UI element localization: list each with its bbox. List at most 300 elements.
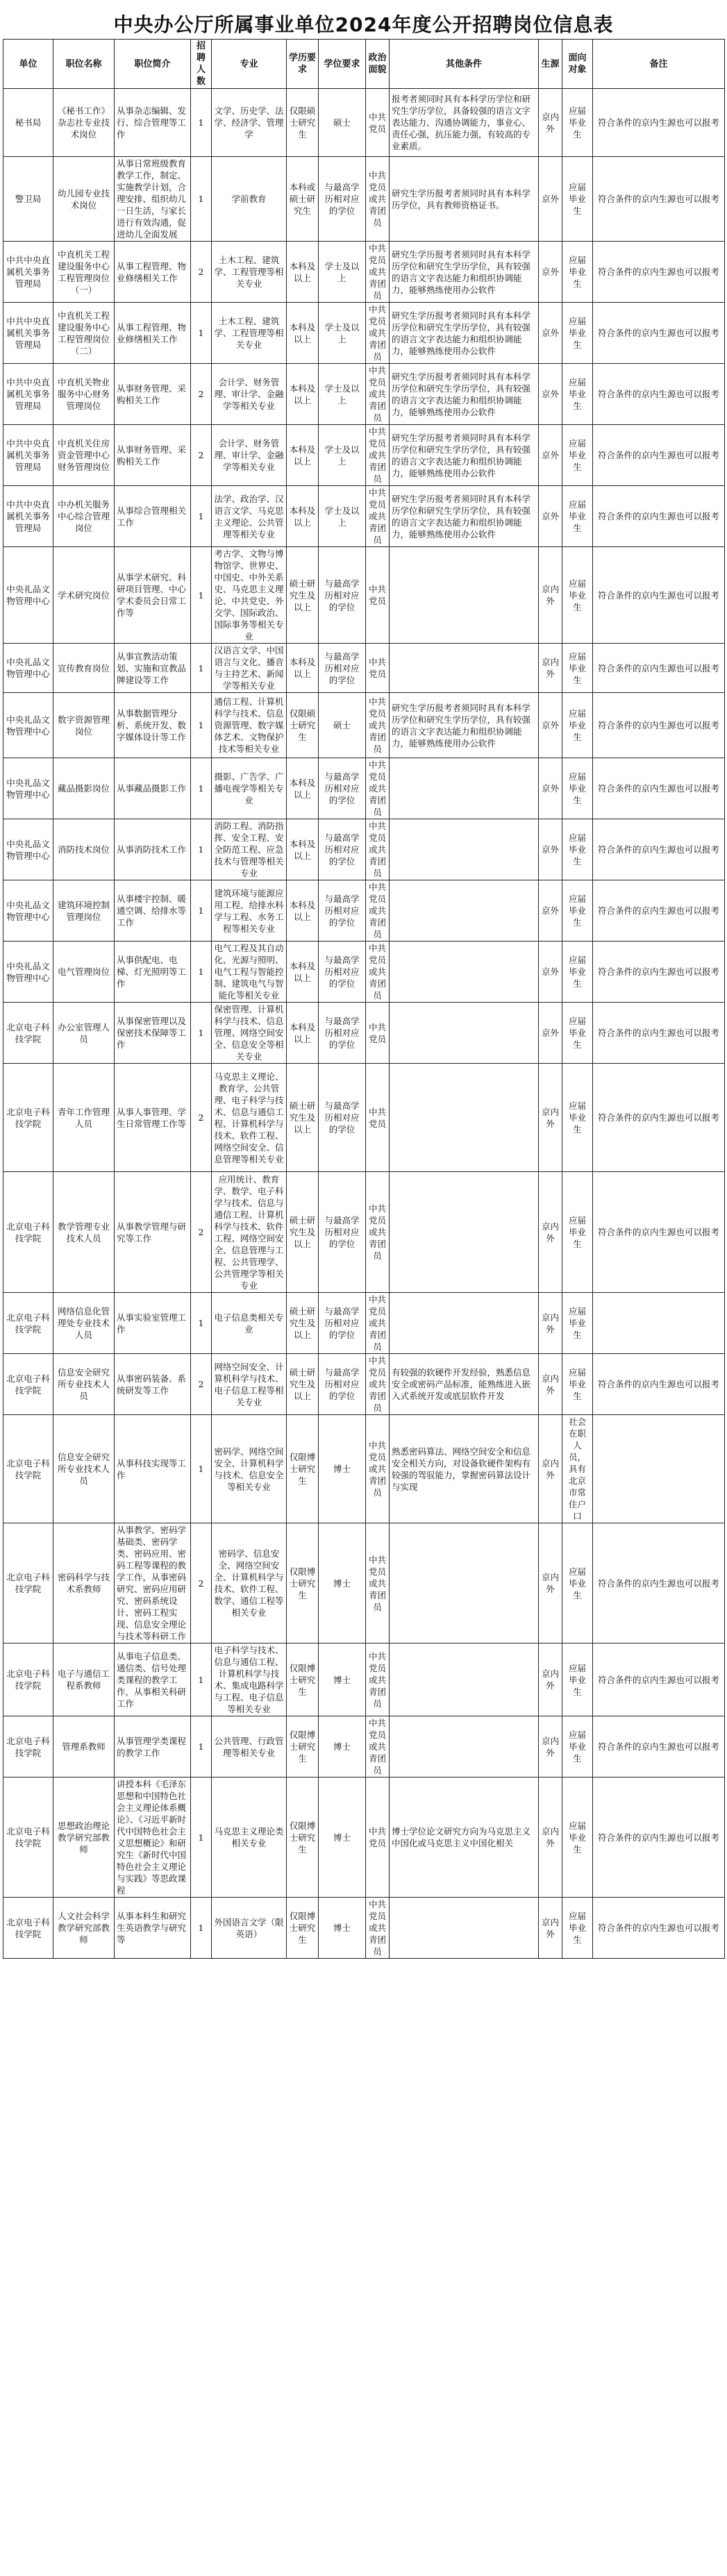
political-status-cell: 中共党员 <box>366 1003 390 1064</box>
headcount-cell: 1 <box>191 89 212 157</box>
other-conditions-cell: 研究生学历报考者须同时具有本科学历学位和研究生学历学位，具有较强的语言文字表达能力和组织协调能力，能够熟练使用办公软件 <box>390 242 539 303</box>
education-cell: 本科及以上 <box>287 880 319 942</box>
position-name-cell: 电子与通信工程系教师 <box>53 1644 115 1716</box>
source-cell: 京外 <box>539 157 562 242</box>
source-cell: 京外 <box>539 303 562 364</box>
source-cell: 京内外 <box>539 1898 562 1959</box>
position-name-cell: 中直机关住房资金管理中心财务管理岗位 <box>53 425 115 486</box>
table-row <box>3 364 725 425</box>
table-row <box>3 547 725 644</box>
political-status-cell: 中共党员 <box>366 547 390 644</box>
political-status-cell: 中共党员或共青团员 <box>366 693 390 758</box>
position-name-cell: 学术研究岗位 <box>53 547 115 644</box>
major-cell: 会计学、财务管理、审计学、金融学等相关专业 <box>212 364 287 425</box>
position-name-cell: 消防技术岗位 <box>53 819 115 880</box>
position-name-cell: 数字资源管理岗位 <box>53 693 115 758</box>
degree-cell: 博士 <box>319 1778 366 1898</box>
header-row <box>3 40 725 89</box>
political-status-cell: 中共党员或共青团员 <box>366 1415 390 1523</box>
position-intro-cell: 从事管理学类课程的教学工作 <box>115 1716 191 1778</box>
note-cell: 符合条件的京内生源也可以报考 <box>593 1644 725 1716</box>
table-row <box>3 1354 725 1415</box>
target-group-cell: 社会在职人员，具有北京市常住户口 <box>562 1415 593 1523</box>
header-cell: 其他条件 <box>390 40 539 89</box>
headcount-cell: 2 <box>191 1064 212 1172</box>
education-cell: 硕士研究生及以上 <box>287 1293 319 1354</box>
major-cell: 公共管理、行政管理等相关专业 <box>212 1716 287 1778</box>
source-cell: 京外 <box>539 1003 562 1064</box>
major-cell: 通信工程、计算机科学与技术、信息资源管理、数字媒体艺术、文物保护技术等相关专业 <box>212 693 287 758</box>
education-cell: 本科及以上 <box>287 942 319 1003</box>
degree-cell: 与最高学历相对应的学位 <box>319 1172 366 1293</box>
target-group-cell: 应届毕业生 <box>562 1172 593 1293</box>
political-status-cell: 中共党员或共青团员 <box>366 1898 390 1959</box>
table-row <box>3 157 725 242</box>
unit-cell: 北京电子科技学院 <box>3 1003 53 1064</box>
table-row <box>3 1293 725 1354</box>
degree-cell: 硕士 <box>319 89 366 157</box>
degree-cell: 博士 <box>319 1898 366 1959</box>
education-cell: 仅限博士研究生 <box>287 1644 319 1716</box>
major-cell: 土木工程、建筑学、工程管理等相关专业 <box>212 303 287 364</box>
table-row <box>3 1523 725 1644</box>
headcount-cell: 1 <box>191 1415 212 1523</box>
source-cell: 京外 <box>539 364 562 425</box>
unit-cell: 中央礼品文物管理中心 <box>3 547 53 644</box>
education-cell: 仅限硕士研究生 <box>287 89 319 157</box>
target-group-cell: 应届毕业生 <box>562 89 593 157</box>
target-group-cell: 应届毕业生 <box>562 880 593 942</box>
target-group-cell: 应届毕业生 <box>562 758 593 819</box>
target-group-cell: 应届毕业生 <box>562 819 593 880</box>
table-row <box>3 425 725 486</box>
position-intro-cell: 从事工程管理、物业修缮相关工作 <box>115 303 191 364</box>
source-cell: 京内外 <box>539 1354 562 1415</box>
political-status-cell: 中共党员或共青团员 <box>366 303 390 364</box>
header-cell: 职位名称 <box>53 40 115 89</box>
other-conditions-cell <box>390 819 539 880</box>
table-row <box>3 1778 725 1898</box>
major-cell: 文学、历史学、法学、经济学、管理学 <box>212 89 287 157</box>
table-row <box>3 942 725 1003</box>
table-row <box>3 693 725 758</box>
document-title: 中央办公厅所属事业单位2024年度公开招聘岗位信息表 <box>113 13 614 36</box>
unit-cell: 中共中央直属机关事务管理局 <box>3 242 53 303</box>
major-cell: 建筑环境与能源应用工程、给排水科学与工程、水务工程等相关专业 <box>212 880 287 942</box>
source-cell: 京外 <box>539 880 562 942</box>
other-conditions-cell <box>390 1293 539 1354</box>
position-intro-cell: 从事消防技术工作 <box>115 819 191 880</box>
source-cell: 京内外 <box>539 547 562 644</box>
degree-cell: 学士及以上 <box>319 364 366 425</box>
education-cell: 仅限博士研究生 <box>287 1898 319 1959</box>
position-intro-cell: 从事电子信息类、通信类、信号处理类课程的教学工作，从事相关科研工作 <box>115 1644 191 1716</box>
position-intro-cell: 从事日常班级教育教学工作，制定、实施教学计划，合理安排、组织幼儿一日生活，与家长进行有效沟通，促进幼儿全面发展 <box>115 157 191 242</box>
target-group-cell: 应届毕业生 <box>562 1354 593 1415</box>
source-cell: 京外 <box>539 942 562 1003</box>
unit-cell: 北京电子科技学院 <box>3 1354 53 1415</box>
headcount-cell: 1 <box>191 758 212 819</box>
source-cell: 京外 <box>539 486 562 547</box>
source-cell: 京内外 <box>539 1523 562 1644</box>
position-intro-cell: 从事数据管理分析、系统开发、数字媒体设计等工作 <box>115 693 191 758</box>
headcount-cell: 1 <box>191 1898 212 1959</box>
other-conditions-cell: 研究生学历报考者须同时具有本科学历学位和研究生学历学位，具有较强的语言文字表达能力和组织协调能力，能够熟练使用办公软件 <box>390 486 539 547</box>
source-cell: 京内外 <box>539 1415 562 1523</box>
table-row <box>3 242 725 303</box>
political-status-cell: 中共党员或共青团员 <box>366 819 390 880</box>
political-status-cell: 中共党员 <box>366 644 390 693</box>
source-cell: 京内外 <box>539 89 562 157</box>
political-status-cell: 中共党员或共青团员 <box>366 364 390 425</box>
header-cell: 备注 <box>593 40 725 89</box>
headcount-cell: 2 <box>191 364 212 425</box>
political-status-cell: 中共党员或共青团员 <box>366 425 390 486</box>
major-cell: 汉语言文学、中国语言与文化、播音与主持艺术、新闻学等相关专业 <box>212 644 287 693</box>
position-intro-cell: 从事供配电、电梯、灯光照明等工作 <box>115 942 191 1003</box>
education-cell: 硕士研究生及以上 <box>287 547 319 644</box>
headcount-cell: 1 <box>191 819 212 880</box>
unit-cell: 中央礼品文物管理中心 <box>3 819 53 880</box>
header-cell: 单位 <box>3 40 53 89</box>
unit-cell: 北京电子科技学院 <box>3 1293 53 1354</box>
other-conditions-cell <box>390 758 539 819</box>
unit-cell: 中共中央直属机关事务管理局 <box>3 364 53 425</box>
major-cell: 电子信息类相关专业 <box>212 1293 287 1354</box>
position-name-cell: 中直机关工程建设服务中心工程管理岗位（一） <box>53 242 115 303</box>
degree-cell: 与最高学历相对应的学位 <box>319 880 366 942</box>
target-group-cell: 应届毕业生 <box>562 1293 593 1354</box>
headcount-cell: 2 <box>191 242 212 303</box>
degree-cell: 与最高学历相对应的学位 <box>319 942 366 1003</box>
header-cell: 职位简介 <box>115 40 191 89</box>
source-cell: 京外 <box>539 242 562 303</box>
note-cell: 符合条件的京内生源也可以报考 <box>593 486 725 547</box>
other-conditions-cell: 熟悉密码算法、网络空间安全和信息安全相关方向，对设备软硬件架构有较强的驾驭能力，掌握密码算法设计与实现 <box>390 1415 539 1523</box>
table-row <box>3 1172 725 1293</box>
political-status-cell: 中共党员或共青团员 <box>366 1293 390 1354</box>
degree-cell: 博士 <box>319 1523 366 1644</box>
position-name-cell: 信息安全研究所专业技术人员 <box>53 1354 115 1415</box>
source-cell: 京内外 <box>539 1644 562 1716</box>
position-intro-cell: 从事保密管理以及保密技术保障等工作 <box>115 1003 191 1064</box>
major-cell: 密码学、网络空间安全、计算机科学与技术、信息安全等相关专业 <box>212 1415 287 1523</box>
note-cell: 符合条件的京内生源也可以报考 <box>593 303 725 364</box>
education-cell: 硕士研究生及以上 <box>287 1172 319 1293</box>
other-conditions-cell: 报考者须同时具有本科学历学位和研究生学历学位，具备较强的语言文字表达能力、沟通协调能力，事业心、责任心强，抗压能力强，有较高的专业素质。 <box>390 89 539 157</box>
source-cell: 京外 <box>539 758 562 819</box>
education-cell: 本科或硕士研究生 <box>287 157 319 242</box>
position-intro-cell: 从事学术研究、科研项目管理、中心学术委员会日常工作等 <box>115 547 191 644</box>
note-cell: 符合条件的京内生源也可以报考 <box>593 1354 725 1415</box>
target-group-cell: 应届毕业生 <box>562 364 593 425</box>
other-conditions-cell <box>390 880 539 942</box>
degree-cell: 硕士 <box>319 693 366 758</box>
other-conditions-cell: 研究生学历报考者须同时具有本科学历学位和研究生学历学位，具有较强的语言文字表达能力和组织协调能力，能够熟练使用办公软件 <box>390 425 539 486</box>
headcount-cell: 1 <box>191 880 212 942</box>
position-intro-cell: 从事教学管理与研究等工作 <box>115 1172 191 1293</box>
table-row <box>3 1064 725 1172</box>
headcount-cell: 1 <box>191 303 212 364</box>
position-name-cell: 人文社会科学教学研究部教师 <box>53 1898 115 1959</box>
major-cell: 会计学、财务管理、审计学、金融学等相关专业 <box>212 425 287 486</box>
position-name-cell: 办公室管理人员 <box>53 1003 115 1064</box>
degree-cell: 与最高学历相对应的学位 <box>319 1293 366 1354</box>
position-name-cell: 信息安全研究所专业技术人员 <box>53 1415 115 1523</box>
position-name-cell: 中直机关工程建设服务中心工程管理岗位（二） <box>53 303 115 364</box>
unit-cell: 中央礼品文物管理中心 <box>3 758 53 819</box>
other-conditions-cell <box>390 1003 539 1064</box>
other-conditions-cell <box>390 1172 539 1293</box>
education-cell: 本科及以上 <box>287 819 319 880</box>
major-cell: 密码学、信息安全、网络空间安全、计算机科学与技术、软件工程、数学、通信工程等相关专业 <box>212 1523 287 1644</box>
position-intro-cell: 从事宣教活动策划、实施和宣教品牌建设等工作 <box>115 644 191 693</box>
headcount-cell: 2 <box>191 425 212 486</box>
target-group-cell: 应届毕业生 <box>562 942 593 1003</box>
table-row <box>3 1644 725 1716</box>
note-cell: 符合条件的京内生源也可以报考 <box>593 880 725 942</box>
education-cell: 本科及以上 <box>287 644 319 693</box>
headcount-cell: 1 <box>191 942 212 1003</box>
degree-cell: 学士及以上 <box>319 486 366 547</box>
headcount-cell: 1 <box>191 1644 212 1716</box>
position-intro-cell: 从事密码装备、系统研发等工作 <box>115 1354 191 1415</box>
table-row <box>3 880 725 942</box>
education-cell: 本科及以上 <box>287 364 319 425</box>
unit-cell: 北京电子科技学院 <box>3 1415 53 1523</box>
table-row <box>3 1716 725 1778</box>
education-cell: 本科及以上 <box>287 758 319 819</box>
table-row <box>3 758 725 819</box>
unit-cell: 中央礼品文物管理中心 <box>3 644 53 693</box>
other-conditions-cell <box>390 1716 539 1778</box>
major-cell: 外国语言文学（限英语） <box>212 1898 287 1959</box>
major-cell: 土木工程、建筑学、工程管理等相关专业 <box>212 242 287 303</box>
source-cell: 京内外 <box>539 1172 562 1293</box>
other-conditions-cell <box>390 644 539 693</box>
position-intro-cell: 从事本科生和研究生英语教学与研究等 <box>115 1898 191 1959</box>
unit-cell: 北京电子科技学院 <box>3 1644 53 1716</box>
position-intro-cell: 从事综合管理相关工作 <box>115 486 191 547</box>
degree-cell: 与最高学历相对应的学位 <box>319 157 366 242</box>
political-status-cell: 中共党员或共青团员 <box>366 157 390 242</box>
headcount-cell: 1 <box>191 157 212 242</box>
other-conditions-cell: 研究生学历报考者须同时具有本科学历学位和研究生学历学位，具有较强的语言文字表达能力和组织协调能力，能够熟练使用办公软件 <box>390 364 539 425</box>
note-cell: 符合条件的京内生源也可以报考 <box>593 819 725 880</box>
degree-cell: 博士 <box>319 1415 366 1523</box>
note-cell: 符合条件的京内生源也可以报考 <box>593 1716 725 1778</box>
note-cell: 符合条件的京内生源也可以报考 <box>593 1778 725 1898</box>
other-conditions-cell <box>390 1523 539 1644</box>
headcount-cell: 1 <box>191 1003 212 1064</box>
position-name-cell: 管理系教师 <box>53 1716 115 1778</box>
position-intro-cell: 从事财务管理、采购相关工作 <box>115 425 191 486</box>
degree-cell: 学士及以上 <box>319 425 366 486</box>
major-cell: 学前教育 <box>212 157 287 242</box>
target-group-cell: 应届毕业生 <box>562 644 593 693</box>
education-cell: 仅限博士研究生 <box>287 1415 319 1523</box>
position-intro-cell: 讲授本科《毛泽东思想和中国特色社会主义理论体系概论》、《习近平新时代中国特色社会主义思想概论》和研究生《新时代中国特色社会主义理论与实践》等思政课程 <box>115 1778 191 1898</box>
note-cell: 符合条件的京内生源也可以报考 <box>593 242 725 303</box>
other-conditions-cell <box>390 1898 539 1959</box>
headcount-cell: 1 <box>191 486 212 547</box>
other-conditions-cell: 研究生学历报考者须同时具有本科学历学位和研究生学历学位，具有较强的语言文字表达能力和组织协调能力，能够熟练使用办公软件 <box>390 693 539 758</box>
note-cell: 符合条件的京内生源也可以报考 <box>593 89 725 157</box>
major-cell: 电子科学与技术、信息与通信工程、计算机科学与技术、集成电路科学与工程、电子信息等相关专业 <box>212 1644 287 1716</box>
position-name-cell: 青年工作管理人员 <box>53 1064 115 1172</box>
source-cell: 京内外 <box>539 644 562 693</box>
headcount-cell: 1 <box>191 693 212 758</box>
education-cell: 硕士研究生及以上 <box>287 1354 319 1415</box>
position-name-cell: 思想政治理论教学研究部教师 <box>53 1778 115 1898</box>
headcount-cell: 2 <box>191 1354 212 1415</box>
political-status-cell: 中共党员或共青团员 <box>366 242 390 303</box>
target-group-cell: 应届毕业生 <box>562 157 593 242</box>
source-cell: 京外 <box>539 819 562 880</box>
major-cell: 保密管理、计算机科学与技术、信息管理、网络空间安全、信息安全等相关专业 <box>212 1003 287 1064</box>
position-name-cell: 建筑环境控制管理岗位 <box>53 880 115 942</box>
header-cell: 招聘人数 <box>191 40 212 89</box>
headcount-cell: 1 <box>191 547 212 644</box>
degree-cell: 与最高学历相对应的学位 <box>319 547 366 644</box>
header-cell: 面向对象 <box>562 40 593 89</box>
header-cell: 生源 <box>539 40 562 89</box>
target-group-cell: 应届毕业生 <box>562 1716 593 1778</box>
note-cell: 符合条件的京内生源也可以报考 <box>593 425 725 486</box>
other-conditions-cell: 有较强的软硬件开发经验，熟悉信息安全或密码产品标准，能熟练进入嵌入式系统开发或底层软件开发 <box>390 1354 539 1415</box>
unit-cell: 中共中央直属机关事务管理局 <box>3 425 53 486</box>
degree-cell: 学士及以上 <box>319 303 366 364</box>
position-name-cell: 中办机关服务中心综合管理岗位 <box>53 486 115 547</box>
note-cell <box>593 1415 725 1523</box>
major-cell: 电气工程及其自动化、光源与照明、电气工程与智能控制、建筑电气与智能化等相关专业 <box>212 942 287 1003</box>
note-cell: 符合条件的京内生源也可以报考 <box>593 1523 725 1644</box>
table-row <box>3 1898 725 1959</box>
other-conditions-cell: 研究生学历报考者须同时具有本科学历学位，具有教师资格证书。 <box>390 157 539 242</box>
position-name-cell: 《秘书工作》杂志社专业技术岗位 <box>53 89 115 157</box>
source-cell: 京内外 <box>539 1293 562 1354</box>
header-cell: 专业 <box>212 40 287 89</box>
target-group-cell: 应届毕业生 <box>562 303 593 364</box>
political-status-cell: 中共党员 <box>366 89 390 157</box>
other-conditions-cell <box>390 1064 539 1172</box>
political-status-cell: 中共党员或共青团员 <box>366 1172 390 1293</box>
degree-cell: 与最高学历相对应的学位 <box>319 1354 366 1415</box>
political-status-cell: 中共党员或共青团员 <box>366 1523 390 1644</box>
political-status-cell: 中共党员 <box>366 1778 390 1898</box>
headcount-cell: 2 <box>191 1523 212 1644</box>
note-cell: 符合条件的京内生源也可以报考 <box>593 942 725 1003</box>
degree-cell: 学士及以上 <box>319 242 366 303</box>
note-cell: 符合条件的京内生源也可以报考 <box>593 644 725 693</box>
major-cell: 网络空间安全、计算机科学与技术、电子信息工程等相关专业 <box>212 1354 287 1415</box>
table-row <box>3 486 725 547</box>
source-cell: 京外 <box>539 425 562 486</box>
position-name-cell: 藏品摄影岗位 <box>53 758 115 819</box>
major-cell: 消防工程、消防指挥、安全工程、安全防范工程、应急技术与管理等相关专业 <box>212 819 287 880</box>
major-cell: 考古学、文物与博物馆学、世界史、中国史、中外关系史、马克思主义理论、中共党史、外交学、国际政治、国际事务等相关专业 <box>212 547 287 644</box>
headcount-cell: 1 <box>191 1716 212 1778</box>
target-group-cell: 应届毕业生 <box>562 242 593 303</box>
education-cell: 本科及以上 <box>287 425 319 486</box>
target-group-cell: 应届毕业生 <box>562 486 593 547</box>
education-cell: 仅限博士研究生 <box>287 1716 319 1778</box>
table-row <box>3 1003 725 1064</box>
target-group-cell: 应届毕业生 <box>562 1523 593 1644</box>
table-row <box>3 819 725 880</box>
unit-cell: 中央礼品文物管理中心 <box>3 693 53 758</box>
target-group-cell: 应届毕业生 <box>562 1644 593 1716</box>
target-group-cell: 应届毕业生 <box>562 425 593 486</box>
position-name-cell: 电气管理岗位 <box>53 942 115 1003</box>
note-cell: 符合条件的京内生源也可以报考 <box>593 1064 725 1172</box>
degree-cell: 与最高学历相对应的学位 <box>319 644 366 693</box>
table-row <box>3 1415 725 1523</box>
target-group-cell: 应届毕业生 <box>562 693 593 758</box>
degree-cell: 博士 <box>319 1716 366 1778</box>
political-status-cell: 中共党员或共青团员 <box>366 880 390 942</box>
position-name-cell: 幼儿园专业技术岗位 <box>53 157 115 242</box>
position-name-cell: 宣传教育岗位 <box>53 644 115 693</box>
target-group-cell: 应届毕业生 <box>562 547 593 644</box>
other-conditions-cell: 博士学位论文研究方向为马克思主义中国化或马克思主义中国化相关 <box>390 1778 539 1898</box>
education-cell: 本科及以上 <box>287 1003 319 1064</box>
position-name-cell: 密码科学与技术系教师 <box>53 1523 115 1644</box>
unit-cell: 北京电子科技学院 <box>3 1778 53 1898</box>
note-cell: 符合条件的京内生源也可以报考 <box>593 1898 725 1959</box>
education-cell: 本科及以上 <box>287 303 319 364</box>
headcount-cell: 1 <box>191 1293 212 1354</box>
education-cell: 本科及以上 <box>287 486 319 547</box>
education-cell: 硕士研究生及以上 <box>287 1064 319 1172</box>
political-status-cell: 中共党员或共青团员 <box>366 1644 390 1716</box>
position-name-cell: 中直机关物业服务中心财务管理岗位 <box>53 364 115 425</box>
degree-cell: 与最高学历相对应的学位 <box>319 1064 366 1172</box>
major-cell: 法学、政治学、汉语言文学、马克思主义理论、公共管理等相关专业 <box>212 486 287 547</box>
headcount-cell: 1 <box>191 644 212 693</box>
education-cell: 本科及以上 <box>287 242 319 303</box>
note-cell: 符合条件的京内生源也可以报考 <box>593 1003 725 1064</box>
header-cell: 学历要求 <box>287 40 319 89</box>
target-group-cell: 应届毕业生 <box>562 1778 593 1898</box>
other-conditions-cell: 研究生学历报考者须同时具有本科学历学位和研究生学历学位，具有较强的语言文字表达能力和组织协调能力，能够熟练使用办公软件 <box>390 303 539 364</box>
note-cell: 符合条件的京内生源也可以报考 <box>593 1172 725 1293</box>
unit-cell: 中共中央直属机关事务管理局 <box>3 486 53 547</box>
position-intro-cell: 从事财务管理、采购相关工作 <box>115 364 191 425</box>
source-cell: 京内外 <box>539 1716 562 1778</box>
education-cell: 仅限博士研究生 <box>287 1523 319 1644</box>
unit-cell: 警卫局 <box>3 157 53 242</box>
headcount-cell: 2 <box>191 1172 212 1293</box>
unit-cell: 中央礼品文物管理中心 <box>3 880 53 942</box>
degree-cell: 与最高学历相对应的学位 <box>319 1003 366 1064</box>
major-cell: 马克思主义理论、教育学、公共管理、电子科学与技术、信息与通信工程、计算机科学与技术、软件工程、网络空间安全、信息管理等相关专业 <box>212 1064 287 1172</box>
source-cell: 京内外 <box>539 1778 562 1898</box>
position-intro-cell: 从事藏品摄影工作 <box>115 758 191 819</box>
other-conditions-cell <box>390 942 539 1003</box>
target-group-cell: 应届毕业生 <box>562 1898 593 1959</box>
position-intro-cell: 从事楼宇控制、暖通空调、给排水等工作 <box>115 880 191 942</box>
header-cell: 政治面貌 <box>366 40 390 89</box>
unit-cell: 中共中央直属机关事务管理局 <box>3 303 53 364</box>
table-row <box>3 303 725 364</box>
note-cell: 符合条件的京内生源也可以报考 <box>593 693 725 758</box>
political-status-cell: 中共党员或共青团员 <box>366 758 390 819</box>
unit-cell: 北京电子科技学院 <box>3 1064 53 1172</box>
unit-cell: 北京电子科技学院 <box>3 1523 53 1644</box>
source-cell: 京内外 <box>539 1064 562 1172</box>
political-status-cell: 中共党员或共青团员 <box>366 1354 390 1415</box>
